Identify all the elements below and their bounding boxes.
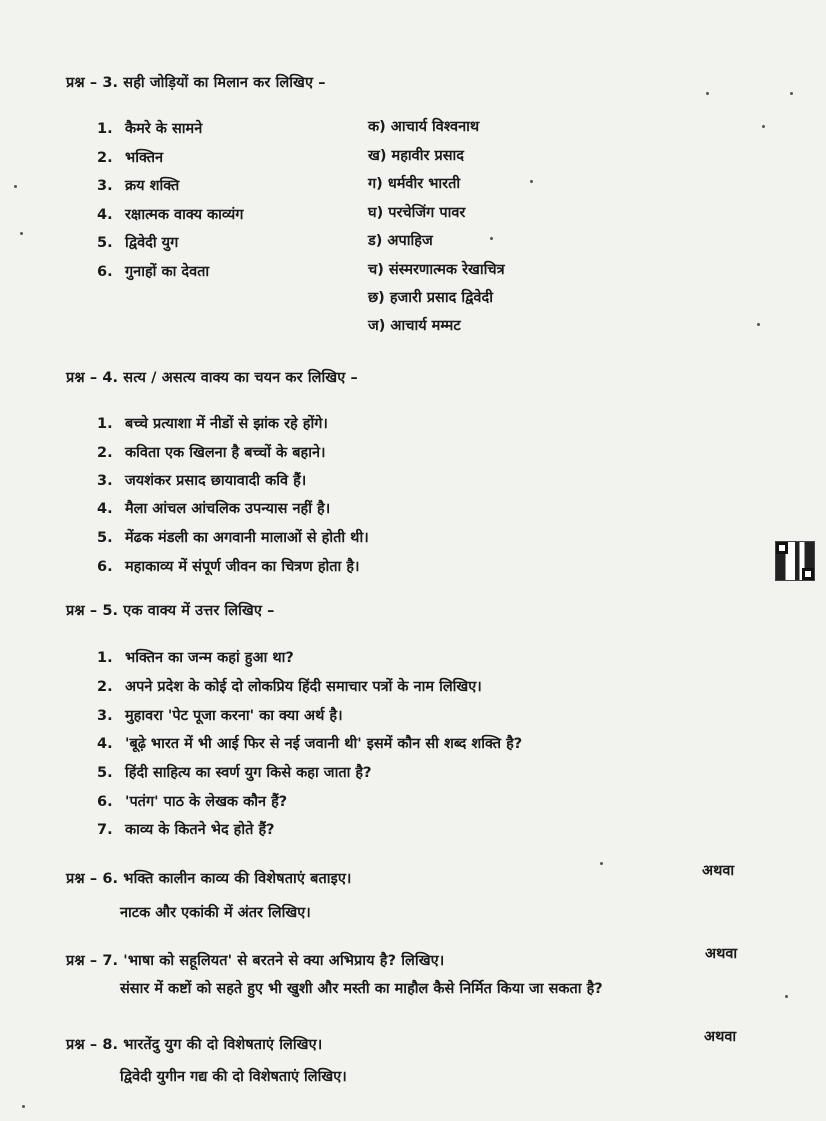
match-right-item: ग) धर्मवीर भारती [368,176,461,192]
scan-speck [14,185,17,188]
scan-speck [600,862,603,865]
question-6-alternative: नाटक और एकांकी में अंतर लिखिए। [120,905,311,921]
match-left-item: 4. रक्षात्मक वाक्य काव्यंग [97,207,244,223]
match-right-item: ख) महावीर प्रसाद [368,148,464,164]
short-answer-item: 5. हिंदी साहित्य का स्वर्ण युग किसे कहा जाता है? [97,765,372,781]
scan-speck [757,323,760,326]
scan-speck [22,1105,25,1108]
question-5-title: प्रश्न – 5. एक वाक्य में उत्तर लिखिए – [66,603,275,619]
match-right-item: घ) परचेजिंग पावर [368,205,466,221]
scan-speck [790,92,793,95]
true-false-item: 5. मेंढक मंडली का अगवानी मालाओं से होती थी। [97,530,369,546]
true-false-item: 1. बच्चे प्रत्याशा में नीडों से झांक रहे होंगे। [97,416,328,432]
scan-speck [706,92,709,95]
question-8-title: प्रश्न – 8. भारतेंदु युग की दो विशेषताएं लिखिए। [66,1037,323,1053]
true-false-item: 6. महाकाव्य में संपूर्ण जीवन का चित्रण होता है। [97,559,360,575]
true-false-item: 4. मैला आंचल आंचलिक उपन्यास नहीं है। [97,501,331,517]
match-right-item: ड) अपाहिज [368,233,433,249]
scan-speck [530,180,533,183]
match-right-item: ज) आचार्य मम्मट [368,318,461,334]
or-label: अथवा [705,946,738,962]
or-label: अथवा [702,863,735,879]
match-left-item: 3. क्रय शक्ति [97,178,180,194]
or-label: अथवा [704,1029,737,1045]
scan-speck [20,232,23,235]
question-7-alternative: संसार में कष्टों को सहते हुए भी खुशी और मस्ती का माहौल कैसे निर्मित किया जा सकता है? [120,981,603,997]
short-answer-item: 7. काव्य के कितने भेद होते हैं? [97,822,275,838]
true-false-item: 2. कविता एक खिलना है बच्चों के बहाने। [97,445,326,461]
match-left-item: 5. द्विवेदी युग [97,235,179,251]
true-false-item: 3. जयशंकर प्रसाद छायावादी कवि हैं। [97,473,307,489]
question-3-title: प्रश्न – 3. सही जोड़ियों का मिलान कर लिखिए – [66,75,326,91]
qr-code-icon [775,541,815,581]
question-7-title: प्रश्न – 7. 'भाषा को सहूलियत' से बरतने से क्या अभिप्राय है? लिखिए। [66,953,445,969]
match-left-item: 2. भक्तिन [97,150,164,166]
scan-speck [762,125,765,128]
short-answer-item: 1. भक्तिन का जन्म कहां हुआ था? [97,650,294,666]
question-4-title: प्रश्न – 4. सत्य / असत्य वाक्य का चयन कर लिखिए – [66,370,358,386]
match-right-item: छ) हजारी प्रसाद द्विवेदी [368,290,493,306]
short-answer-item: 3. मुहावरा 'पेट पूजा करना' का क्या अर्थ है। [97,708,343,724]
scan-speck [785,995,788,998]
match-right-item: च) संस्मरणात्मक रेखाचित्र [368,262,505,278]
short-answer-item: 6. 'पतंग' पाठ के लेखक कौन हैं? [97,794,288,810]
short-answer-item: 2. अपने प्रदेश के कोई दो लोकप्रिय हिंदी समाचार पत्रों के नाम लिखिए। [97,679,482,695]
match-left-item: 1. कैमरे के सामने [97,121,203,137]
short-answer-item: 4. 'बूढ़े भारत में भी आई फिर से नई जवानी थी' इसमें कौन सी शब्द शक्ति है? [97,736,523,752]
match-left-item: 6. गुनाहों का देवता [97,264,210,280]
scan-speck [490,237,493,240]
question-8-alternative: द्विवेदी युगीन गद्य की दो विशेषताएं लिखिए। [120,1069,347,1085]
match-right-item: क) आचार्य विश्वनाथ [368,119,480,135]
question-6-title: प्रश्न – 6. भक्ति कालीन काव्य की विशेषताएं बताइए। [66,871,352,887]
